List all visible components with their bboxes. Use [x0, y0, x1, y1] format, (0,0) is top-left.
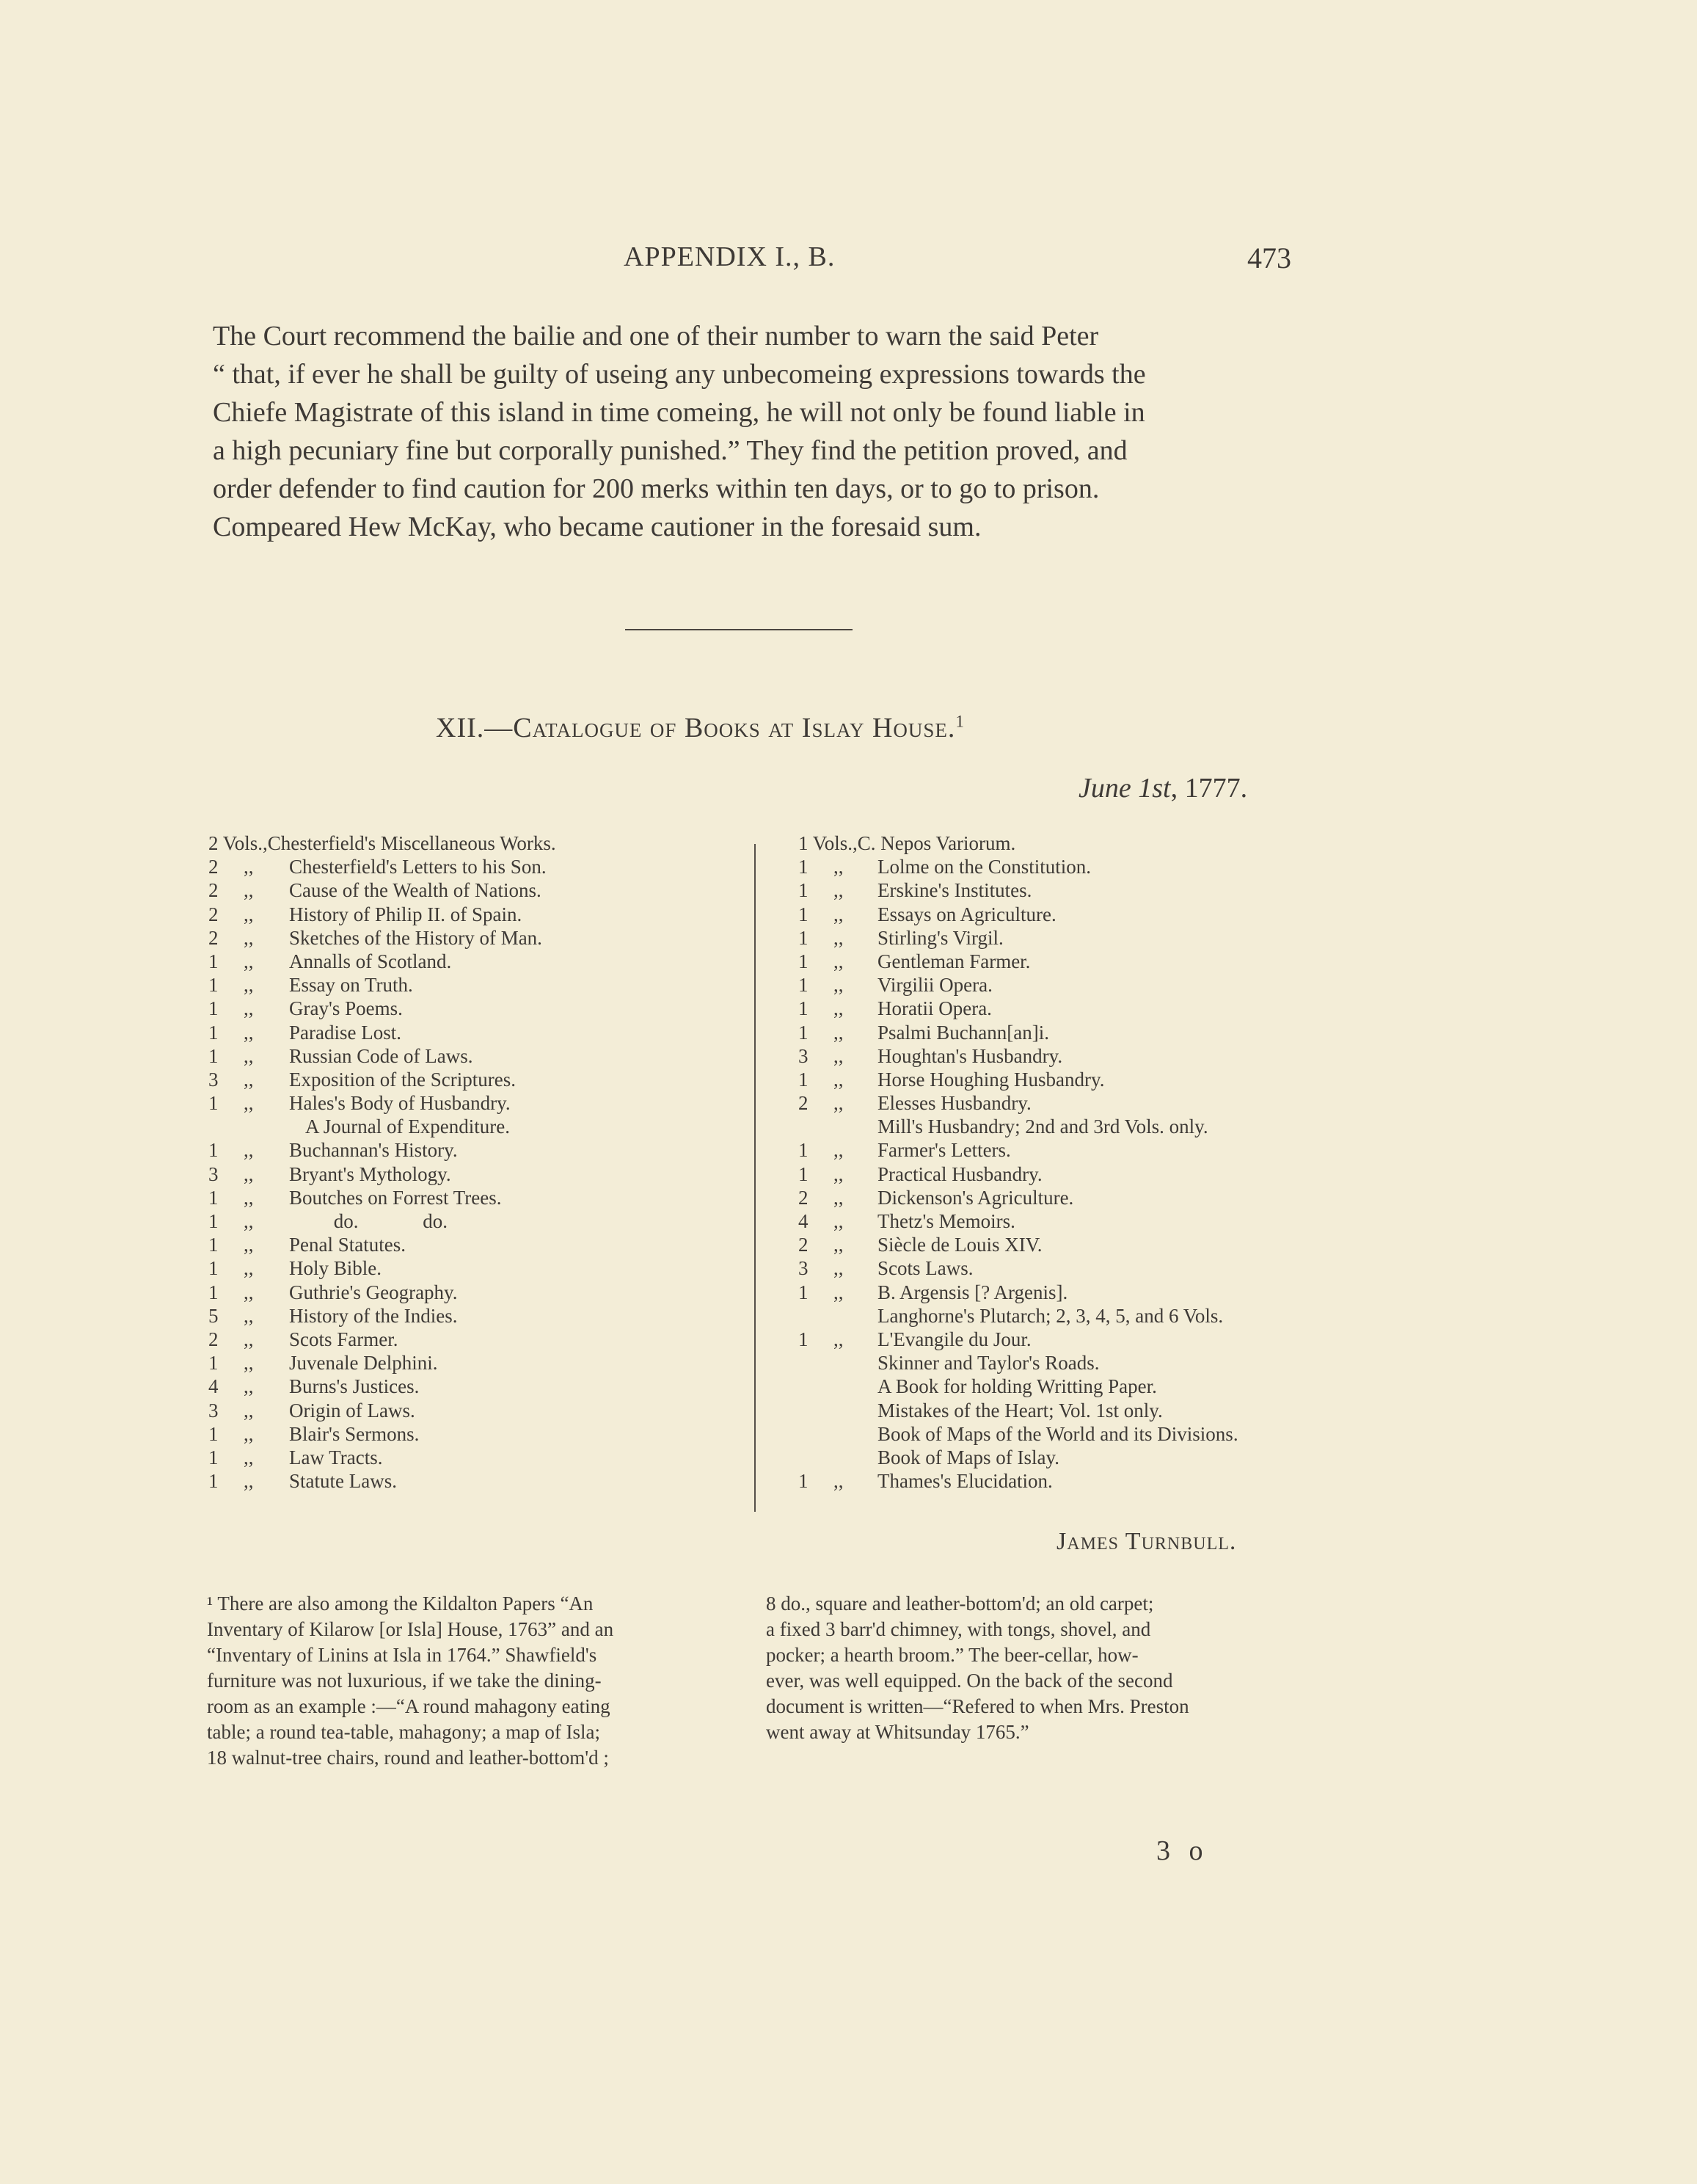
section-title [436, 712, 965, 744]
catalogue-entry [208, 1328, 751, 1351]
entry-title: Mistakes of the Heart; Vol. 1st only. [877, 1399, 1163, 1422]
ditto-mark: ,, [833, 950, 844, 972]
footnote-line: 8 do., square and leather-bottom'd; an old carpet; [766, 1592, 1154, 1615]
ditto-mark: ,, [833, 856, 844, 878]
entry-volumes: 1 [208, 1044, 219, 1067]
entry-title: Siècle de Louis XIV. [877, 1234, 1043, 1256]
footnote-right-column [766, 1591, 1324, 1745]
entry-title: Virgilii Opera. [877, 974, 993, 997]
entry-volumes: 1 [798, 1162, 809, 1185]
entry-title: Langhorne's Plutarch; 2, 3, 4, 5, and 6 Vols. [877, 1304, 1224, 1327]
entry-volumes [798, 1399, 877, 1422]
catalogue-entry [798, 1469, 1326, 1493]
entry-volumes: 1 [798, 879, 809, 902]
entry-title: Practical Husbandry. [877, 1162, 1043, 1185]
entry-title: Origin of Laws. [289, 1399, 415, 1422]
paragraph-line: Chiefe Magistrate of this island in time comeing, he will not only be found liable in [213, 397, 1145, 428]
ditto-mark: ,, [244, 1257, 254, 1280]
entry-title: Essay on Truth. [289, 974, 413, 997]
ditto-mark: ,, [244, 997, 254, 1020]
entry-volumes: 1 [208, 1281, 219, 1303]
entry-volumes: 1 [798, 1021, 809, 1044]
catalogue-entry [798, 973, 1326, 997]
catalogue-entry [208, 1021, 751, 1044]
entry-volumes [798, 1422, 877, 1446]
entry-volumes: 2 [208, 856, 219, 878]
entry-title: Paradise Lost. [289, 1021, 401, 1044]
entry-title: do. do. [289, 1210, 448, 1232]
ditto-mark: ,, [833, 1162, 844, 1185]
entry-title: History of the Indies. [289, 1304, 458, 1327]
entry-volumes: 1 [798, 974, 809, 997]
entry-volumes: 1 [798, 856, 809, 878]
entry-title: Law Tracts. [289, 1446, 383, 1468]
ditto-mark: ,, [244, 950, 254, 972]
catalogue-date [1079, 772, 1247, 804]
entry-volumes: 3 [798, 1044, 809, 1067]
entry-volumes: 1 [208, 950, 219, 972]
catalogue-entry [208, 1233, 751, 1256]
catalogue-entry [208, 926, 751, 950]
entry-title: Guthrie's Geography. [289, 1281, 458, 1303]
footnote-line: went away at Whitsunday 1765.” [766, 1721, 1029, 1743]
catalogue-entry [208, 1186, 751, 1209]
ditto-mark: ,, [833, 1068, 844, 1091]
catalogue-entry [208, 878, 751, 902]
entry-volumes: 1 [208, 1210, 219, 1232]
ditto-mark: ,, [244, 1470, 254, 1493]
entry-title: Hales's Body of Husbandry. [289, 1092, 511, 1115]
section-numeral: XII.— [436, 713, 514, 743]
footnote-line: pocker; a hearth broom.” The beer-cellar, how- [766, 1644, 1139, 1666]
footnote-line: “Inventary of Linins at Isla in 1764.” Shawfield's [207, 1644, 597, 1666]
entry-title: Exposition of the Scriptures. [289, 1068, 516, 1091]
entry-volumes: 1 [208, 1021, 219, 1044]
catalogue-entry [208, 1044, 751, 1068]
ditto-mark: ,, [244, 1399, 254, 1422]
entry-title: L'Evangile du Jour. [877, 1328, 1032, 1350]
catalogue-entry [798, 1138, 1326, 1162]
catalogue-right-column [798, 831, 1326, 1493]
footnote-line: room as an example :—“A round mahagony eating [207, 1695, 610, 1717]
entry-title: A Book for holding Writting Paper. [877, 1375, 1157, 1398]
catalogue-entry [208, 1422, 751, 1446]
entry-volumes: 1 [798, 1328, 809, 1350]
ditto-mark: ,, [833, 1470, 844, 1493]
entry-title: Russian Code of Laws. [289, 1044, 473, 1067]
footnote-left-column [207, 1591, 750, 1771]
entry-title: Buchannan's History. [289, 1139, 458, 1162]
catalogue-entry [208, 1209, 751, 1233]
entry-title: Horatii Opera. [877, 997, 992, 1020]
entry-title: Horse Houghing Husbandry. [877, 1068, 1105, 1091]
entry-volumes [208, 1115, 296, 1138]
entry-title: A Journal of Expenditure. [296, 1115, 510, 1138]
entry-title: Annalls of Scotland. [289, 950, 452, 972]
ditto-mark: ,, [244, 903, 254, 925]
entry-title: C. Nepos Variorum. [857, 832, 1016, 854]
entry-volumes [798, 1115, 877, 1138]
entry-volumes: 3 [208, 1068, 219, 1091]
ditto-mark: ,, [244, 974, 254, 997]
entry-title: Cause of the Wealth of Nations. [289, 879, 541, 902]
entry-volumes: 1 [798, 1139, 809, 1162]
footnote-line: ¹ There are also among the Kildalton Papers “An [207, 1592, 594, 1615]
catalogue-entry [208, 1351, 751, 1375]
ditto-mark: ,, [244, 1446, 254, 1468]
catalogue-entry [208, 1068, 751, 1091]
catalogue-entry [798, 1162, 1326, 1186]
catalogue-entry [798, 1209, 1326, 1233]
entry-volumes [798, 1446, 877, 1469]
footnote-line: Inventary of Kilarow [or Isla] House, 1763” and an [207, 1618, 614, 1640]
entry-volumes: 3 [208, 1162, 219, 1185]
catalogue-entry [798, 1068, 1326, 1091]
paragraph-line: Compeared Hew McKay, who became cautioner in the foresaid sum. [213, 512, 982, 542]
ditto-mark: ,, [244, 1281, 254, 1303]
catalogue-entry [798, 1021, 1326, 1044]
entry-volumes: 2 [208, 879, 219, 902]
entry-volumes: 1 [798, 1470, 809, 1493]
catalogue-entry [208, 1256, 751, 1280]
entry-volumes: 1 [208, 974, 219, 997]
entry-title: Holy Bible. [289, 1257, 382, 1280]
catalogue-entry [798, 1446, 1326, 1469]
footnote-line: furniture was not luxurious, if we take the dining- [207, 1670, 602, 1692]
entry-title: Book of Maps of Islay. [877, 1446, 1059, 1468]
signature-mark: 3 o [1156, 1835, 1209, 1866]
ditto-mark: ,, [833, 1257, 844, 1280]
entry-title: Thetz's Memoirs. [877, 1210, 1015, 1232]
entry-volumes: 1 [208, 1186, 219, 1209]
catalogue-entry [208, 903, 751, 926]
entry-volumes: 1 [208, 1422, 219, 1445]
footnote-line: document is written—“Refered to when Mrs. Preston [766, 1695, 1189, 1717]
entry-volumes: 1 [208, 1092, 219, 1115]
entry-volumes: 2 [208, 1328, 219, 1350]
catalogue-entry [208, 1469, 751, 1493]
entry-volumes: 2 [798, 1092, 809, 1115]
entry-title: Scots Laws. [877, 1257, 974, 1280]
ditto-mark: ,, [833, 974, 844, 997]
ditto-mark: ,, [833, 1281, 844, 1303]
entry-volumes [798, 1375, 877, 1398]
catalogue-entry [798, 950, 1326, 973]
date-year: , 1777. [1170, 773, 1248, 804]
entry-volumes: 1 [798, 1281, 809, 1303]
ditto-mark: ,, [244, 1044, 254, 1067]
entry-volumes: 1 [208, 1257, 219, 1280]
entry-title: Penal Statutes. [289, 1234, 406, 1256]
ditto-mark: ,, [244, 1328, 254, 1350]
catalogue-entry [798, 1375, 1326, 1398]
ditto-mark: ,, [244, 1139, 254, 1162]
ditto-mark: ,, [244, 1186, 254, 1209]
catalogue-entry [798, 1328, 1326, 1351]
ditto-mark: ,, [244, 1092, 254, 1115]
entry-volumes: 1 [208, 1139, 219, 1162]
ditto-mark: ,, [833, 903, 844, 925]
ditto-mark: ,, [244, 1375, 254, 1398]
footnote-line: table; a round tea-table, mahagony; a map of Isla; [207, 1721, 601, 1743]
catalogue-entry [208, 1115, 751, 1138]
entry-title: Statute Laws. [289, 1470, 397, 1493]
running-head-title: APPENDIX I., B. [624, 241, 836, 272]
entry-title: Dickenson's Agriculture. [877, 1186, 1074, 1209]
entry-volumes: 3 [798, 1257, 809, 1280]
catalogue-entry [798, 1091, 1326, 1115]
ditto-mark: ,, [833, 1210, 844, 1232]
column-divider [754, 844, 756, 1512]
catalogue-entry [208, 1162, 751, 1186]
date-day: 1st [1138, 773, 1171, 804]
entry-title: Gray's Poems. [289, 997, 403, 1020]
ditto-mark: ,, [244, 1304, 254, 1327]
catalogue-entry [798, 855, 1326, 878]
entry-volumes: 4 [798, 1210, 809, 1232]
catalogue-entry [798, 1044, 1326, 1068]
footnote-line: ever, was well equipped. On the back of the second [766, 1670, 1173, 1692]
ditto-mark: ,, [244, 1422, 254, 1445]
entry-title: Elesses Husbandry. [877, 1092, 1032, 1115]
footnote-mark: 1 [955, 712, 965, 731]
entry-volumes: 1 [208, 1352, 219, 1375]
catalogue-entry [208, 1446, 751, 1469]
catalogue-entry [798, 878, 1326, 902]
entry-volumes: 1 [798, 950, 809, 972]
catalogue-entry [798, 1351, 1326, 1375]
ditto-mark: ,, [833, 1139, 844, 1162]
entry-title: Psalmi Buchann[an]i. [877, 1021, 1049, 1044]
catalogue-entry [208, 1304, 751, 1328]
catalogue-entry [798, 1422, 1326, 1446]
ditto-mark: ,, [833, 997, 844, 1020]
catalogue-entry [208, 855, 751, 878]
catalogue-entry [208, 831, 751, 855]
section-divider [625, 629, 853, 630]
ditto-mark: ,, [833, 926, 844, 949]
ditto-mark: ,, [833, 879, 844, 902]
entry-volumes: 2 [798, 1186, 809, 1209]
catalogue-entry [798, 1256, 1326, 1280]
entry-title: Sketches of the History of Man. [289, 926, 542, 949]
signature: James Turnbull. [1056, 1528, 1237, 1555]
catalogue-entry [208, 1375, 751, 1398]
ditto-mark: ,, [244, 1021, 254, 1044]
ditto-mark: ,, [833, 1021, 844, 1044]
catalogue-entry [208, 1091, 751, 1115]
catalogue-entry [798, 997, 1326, 1020]
entry-volumes: 1 [798, 903, 809, 925]
entry-volumes: 1 [798, 1068, 809, 1091]
entry-title: Boutches on Forrest Trees. [289, 1186, 502, 1209]
catalogue-entry [798, 926, 1326, 950]
entry-volumes: 2 Vols., [208, 832, 268, 854]
entry-title: Bryant's Mythology. [289, 1162, 451, 1185]
catalogue-entry [798, 1281, 1326, 1304]
ditto-mark: ,, [244, 1162, 254, 1185]
body-paragraph [213, 317, 1328, 546]
entry-title: Gentleman Farmer. [877, 950, 1031, 972]
entry-title: Mill's Husbandry; 2nd and 3rd Vols. only. [877, 1115, 1208, 1138]
catalogue-entry [208, 950, 751, 973]
entry-title: Houghtan's Husbandry. [877, 1044, 1063, 1067]
footnote-line: 18 walnut-tree chairs, round and leather-bottom'd ; [207, 1747, 609, 1769]
ditto-mark: ,, [833, 1044, 844, 1067]
entry-title: Lolme on the Constitution. [877, 856, 1091, 878]
entry-volumes [798, 1304, 877, 1328]
footnote-line: a fixed 3 barr'd chimney, with tongs, shovel, and [766, 1618, 1151, 1640]
catalogue-entry [798, 1399, 1326, 1422]
catalogue-entry [798, 1115, 1326, 1138]
entry-title: Stirling's Virgil. [877, 926, 1004, 949]
entry-volumes: 4 [208, 1375, 219, 1398]
entry-title: Thames's Elucidation. [877, 1470, 1053, 1493]
entry-title: Juvenale Delphini. [289, 1352, 438, 1375]
paragraph-line: “ that, if ever he shall be guilty of useing any unbecomeing expressions towards the [213, 359, 1146, 390]
catalogue-entry [208, 1138, 751, 1162]
catalogue-entry [798, 1304, 1326, 1328]
entry-volumes [798, 1351, 877, 1375]
entry-title: Chesterfield's Miscellaneous Works. [267, 832, 556, 854]
entry-title: Skinner and Taylor's Roads. [877, 1352, 1100, 1375]
page-number: 473 [1247, 241, 1291, 274]
catalogue-entry [798, 903, 1326, 926]
entry-volumes: 1 [208, 1470, 219, 1493]
date-month: June [1079, 773, 1131, 804]
ditto-mark: ,, [244, 926, 254, 949]
ditto-mark: ,, [244, 1068, 254, 1091]
entry-volumes: 1 [208, 997, 219, 1020]
entry-volumes: 2 [208, 903, 219, 925]
ditto-mark: ,, [833, 1234, 844, 1256]
ditto-mark: ,, [833, 1186, 844, 1209]
entry-volumes: 1 [798, 926, 809, 949]
entry-title: Book of Maps of the World and its Divisions. [877, 1422, 1238, 1445]
entry-volumes: 1 [208, 1234, 219, 1256]
entry-volumes: 1 [208, 1446, 219, 1468]
entry-title: Farmer's Letters. [877, 1139, 1011, 1162]
ditto-mark: ,, [244, 1210, 254, 1232]
entry-title: Scots Farmer. [289, 1328, 398, 1350]
section-heading: Catalogue of Books at Islay House. [513, 713, 956, 743]
paragraph-line: order defender to find caution for 200 merks within ten days, or to go to prison. [213, 473, 1100, 504]
entry-title: Chesterfield's Letters to his Son. [289, 856, 547, 878]
entry-volumes: 2 [798, 1234, 809, 1256]
catalogue-entry [798, 1186, 1326, 1209]
entry-volumes: 1 [798, 997, 809, 1020]
entry-volumes: 5 [208, 1304, 219, 1327]
entry-title: Erskine's Institutes. [877, 879, 1032, 902]
catalogue-entry [208, 973, 751, 997]
paragraph-line: a high pecuniary fine but corporally punished.” They find the petition proved, and [213, 435, 1128, 466]
catalogue-left-column [208, 831, 751, 1493]
entry-volumes: 1 Vols., [798, 832, 858, 854]
catalogue-entry [798, 831, 1326, 855]
entry-title: Burns's Justices. [289, 1375, 420, 1398]
ditto-mark: ,, [244, 1234, 254, 1256]
entry-volumes: 2 [208, 926, 219, 949]
ditto-mark: ,, [244, 879, 254, 902]
entry-title: Blair's Sermons. [289, 1422, 420, 1445]
ditto-mark: ,, [244, 1352, 254, 1375]
ditto-mark: ,, [244, 856, 254, 878]
catalogue-entry [798, 1233, 1326, 1256]
ditto-mark: ,, [833, 1328, 844, 1350]
paragraph-line: The Court recommend the bailie and one of their number to warn the said Peter [213, 321, 1099, 352]
entry-title: History of Philip II. of Spain. [289, 903, 522, 925]
catalogue-entry [208, 1281, 751, 1304]
entry-volumes: 3 [208, 1399, 219, 1422]
catalogue-entry [208, 997, 751, 1020]
catalogue-entry [208, 1399, 751, 1422]
ditto-mark: ,, [833, 1092, 844, 1115]
entry-title: Essays on Agriculture. [877, 903, 1056, 925]
entry-title: B. Argensis [? Argenis]. [877, 1281, 1068, 1303]
